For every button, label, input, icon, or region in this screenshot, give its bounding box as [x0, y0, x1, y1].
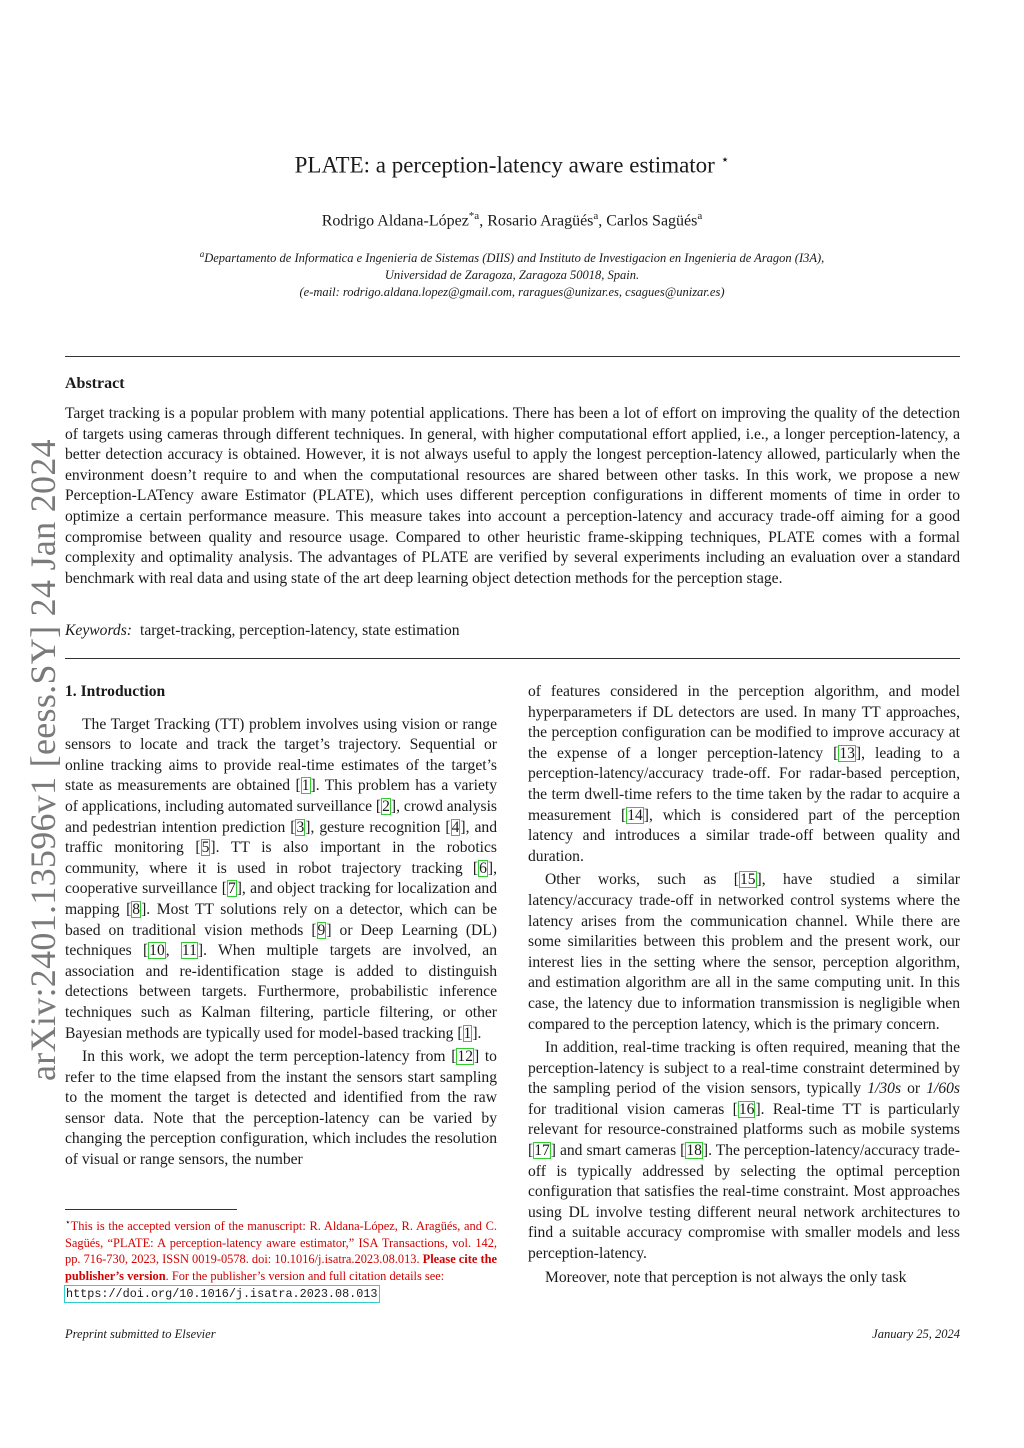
arxiv-id-text: arXiv:2401.13596v1 [eess.SY] 24 Jan 2024 — [23, 439, 63, 1081]
affiliation-block — [120, 246, 904, 301]
keywords-label: Keywords: — [65, 622, 132, 639]
citation-link[interactable]: 16 — [738, 1100, 755, 1118]
paragraph: The Target Tracking (TT) problem involves using vision or range sensors to locate and track the target’s trajectory. Sequential or online tracking aims to provide real-time estimates of the target’s state as measurements are obtained [1]. This problem has a variety of applications, including automated surveillance [2], crowd analysis and pedestrian intention prediction [3], gesture recognition [4], and traffic monitoring [5]. TT is also important in the robotics community, where it is used in robot trajectory tracking [6], cooperative surveillance [7], and object tracking for localization and mapping [8]. Most TT solutions rely on a detector, which can be based on traditional vision methods [9] or Deep Learning (DL) techniques [10, 11]. When multiple targets are involved, an association and re-identification stage is added to distinguish detections between targets. Furthermore, probabilistic inference techniques such as Kalman filtering, particle filtering, or other Bayesian methods are typically used for model-based tracking [1]. — [65, 715, 498, 1042]
citation-link[interactable]: 6 — [479, 859, 487, 877]
abstract-text: Target tracking is a popular problem with many potential applications. There has been a lot of effort on improving the quality of the detection of targets using cameras through different techniques. In general, with higher computational effort applied, i.e., a longer perception-latency, a better detection accuracy is obtained. However, it is not always useful to apply the longest perception-latency allowed, particularly when the environment doesn’t require to and when the computational resources are shared between other tasks. In this work, we propose a new Perception-LATency aware Estimator (PLATE), which uses different perception configurations in different moments of time in order to optimize a certain performance measure. This measure takes into account a perception-latency and accuracy trade-off aiming for a good compromise between quality and resource usage. Compared to other heuristic frame-skipping techniques, PLATE comes with a formal complexity and optimality analysis. The advantages of PLATE are verified by several experiments including an evaluation over a standard benchmark with real data and using state of the art deep learning object detection methods for the perception stage. — [65, 405, 960, 587]
citation-link[interactable]: 12 — [457, 1048, 473, 1066]
doi-link[interactable]: https://doi.org/10.1016/j.isatra.2023.08.013 — [66, 1286, 378, 1301]
footnote-divider — [65, 1209, 237, 1210]
author-name: Carlos Sagüés — [606, 212, 698, 230]
citation-link[interactable]: 15 — [739, 871, 756, 889]
paragraph: In this work, we adopt the term perception-latency from [12] to refer to the time elapsed from the instant the sensors start sampling to the moment the target is detected and identified from the raw sensor data. Note that the perception-latency can be varied by changing the perception configuration, which includes the resolution of visual or range sensors, the number — [65, 1048, 497, 1169]
affiliation-emails: (e-mail: rodrigo.aldana.lopez@gmail.com, raragues@unizar.es, csagues@unizar.es) — [299, 285, 725, 300]
math-inline: 1/60s — [926, 1080, 960, 1098]
abstract-heading: Abstract — [65, 375, 125, 392]
right-column — [528, 682, 960, 1288]
citation-link[interactable]: 13 — [839, 744, 855, 762]
paragraph: In addition, real-time tracking is often required, meaning that the perception-latency is subject to a real-time constraint determined by the sampling period of the vision sensors, typically 1/30s or 1/60s for traditional vision cameras [16]. Real-time TT is particularly relevant for resource-constrained platforms such as mobile systems [17] and smart cameras [18]. The perception-latency/accuracy trade-off is typically addressed by selecting the optimal perception configuration that satisfies the real-time constraint. Most approaches using DL involve testing different neural network architectures to find a suitable accuracy compromise with smaller models and less perception-latency. — [528, 1039, 961, 1263]
citation-link[interactable]: 1 — [463, 1024, 472, 1042]
citation-link[interactable]: 5 — [201, 839, 210, 857]
affiliation-line: Departamento de Informatica e Ingenieria de Sistemas (DIIS) and Instituto de Investigacion en Ingenieria de Aragon (I3A), — [204, 251, 825, 266]
keywords-line — [65, 622, 460, 640]
left-column — [65, 682, 497, 1171]
author-affiliation-mark: a — [593, 210, 599, 222]
footnote-bold: Please cite the publisher’s version — [65, 1252, 497, 1283]
affiliation-mark: a — [199, 249, 205, 259]
citation-link[interactable]: 11 — [181, 942, 197, 960]
footer-left: Preprint submitted to Elsevier — [65, 1327, 216, 1341]
citation-link[interactable]: 14 — [627, 806, 643, 824]
citation-link[interactable]: 7 — [227, 880, 236, 898]
keywords-value: target-tracking, perception-latency, state estimation — [140, 622, 460, 639]
title-text: PLATE: a perception-latency aware estimator — [294, 152, 715, 178]
citation-link[interactable]: 18 — [686, 1142, 702, 1160]
paper-title — [0, 152, 1024, 179]
section-heading: 1. Introduction — [65, 683, 166, 700]
author-affiliation-mark: *a — [468, 210, 480, 222]
footnote: ⋆This is the accepted version of the manuscript: R. Aldana-López, R. Aragüés, and C. Sagüés, “PLATE: A perception-latency aware estimator,” ISA Transactions, vol. 142, pp. 716-730, 2023, ISSN 0019-0578. doi: 10.1016/j.isatra.2023.08.013. Please cite the publisher’s version. For the publisher’s version and full citation details see: https://doi.org/10.1016/j.isatra.2023.08.013 — [65, 1217, 497, 1301]
affiliation-line: Universidad de Zaragoza, Zaragoza 50018, Spain. — [384, 268, 640, 283]
author-list: Rodrigo Aldana-López$^{*a}$, Rosario Aragüés$^a$, Carlos Sagüés$^a$ — [321, 210, 703, 230]
author-name: Rodrigo Aldana-López — [321, 212, 469, 230]
citation-link[interactable]: 8 — [132, 900, 141, 918]
top-divider — [65, 356, 960, 357]
math-inline: 1/30s — [867, 1080, 902, 1098]
citation-link[interactable]: 1 — [301, 777, 310, 795]
citation-link[interactable]: 4 — [451, 818, 460, 836]
footer-date: January 25, 2024 — [872, 1327, 960, 1341]
citation-link[interactable]: 9 — [317, 921, 326, 939]
citation-link[interactable]: 17 — [534, 1142, 550, 1160]
author-affiliation-mark: a — [697, 210, 703, 222]
paragraph: Moreover, note that perception is not always the only task — [545, 1268, 907, 1286]
title-footnote-mark: ⋆ — [720, 153, 730, 168]
citation-link[interactable]: 3 — [296, 818, 305, 836]
citation-link[interactable]: 10 — [149, 942, 165, 960]
paragraph: Other works, such as [15], have studied a similar latency/accuracy trade-off in networked control systems where the latency arises from the communication channel. While there are some similarities between this problem and the present work, our interest lies in the setting where the sensor, perception algorithm, and estimation algorithm are all in the same computing unit. In this case, the latency due to information transmission is negligible when compared to the perception latency, which is the primary concern. — [528, 871, 960, 1033]
arxiv-sidebar-stamp — [20, 440, 66, 1080]
paragraph: of features considered in the perception algorithm, and model hyperparameters if DL detectors are used. In many TT approaches, the perception configuration can be modified to improve accuracy at the expense of a longer perception-latency [13], leading to a perception-latency/accuracy trade-off. For radar-based perception, the term dwell-time refers to the time taken by the radar to acquire a measurement [14], which is considered part of the perception latency and introduces a similar trade-off between quality and duration. — [528, 683, 960, 865]
citation-link[interactable]: 2 — [382, 797, 390, 815]
bottom-divider — [65, 658, 960, 659]
footnote-mark: ⋆ — [65, 1217, 71, 1227]
author-name: Rosario Aragüés — [487, 212, 594, 230]
